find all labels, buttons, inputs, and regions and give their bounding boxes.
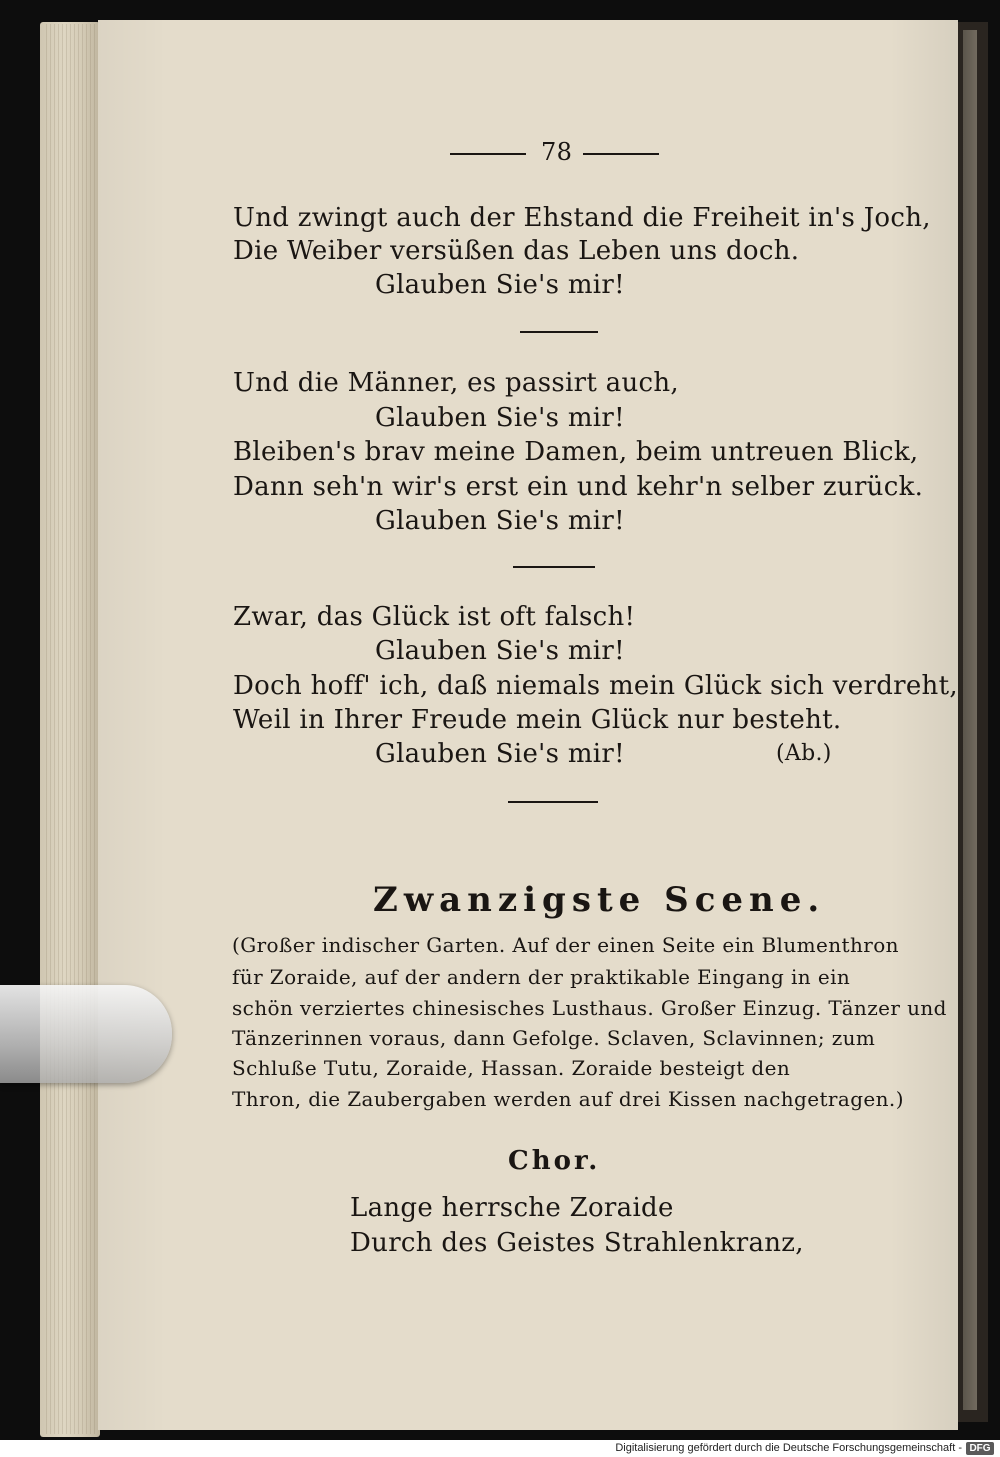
footer-credit: Digitalisierung gefördert durch die Deutsche Forschungsgemeinschaft - <box>615 1442 962 1454</box>
verse-refrain: Glauben Sie's mir! <box>375 403 625 433</box>
verse-line: Doch hoff' ich, daß niemals mein Glück sich verdreht, <box>233 671 958 701</box>
next-page-edge-paper <box>963 30 977 1410</box>
verse-line: Zwar, das Glück ist oft falsch! <box>233 602 636 632</box>
verse-line: Weil in Ihrer Freude mein Glück nur besteht. <box>233 705 842 735</box>
page-edge-lines <box>46 24 96 1434</box>
verse-line: Dann seh'n wir's erst ein und kehr'n selber zurück. <box>233 472 924 502</box>
verse-line: Und die Männer, es passirt auch, <box>233 368 679 398</box>
stage-direction-line: schön verziertes chinesisches Lusthaus. Großer Einzug. Tänzer und <box>232 996 947 1020</box>
dfg-logo: DFG <box>966 1442 994 1455</box>
verse-refrain: Glauben Sie's mir! <box>375 506 625 536</box>
verse-line: Bleiben's brav meine Damen, beim untreuen Blick, <box>233 437 919 467</box>
verse-refrain: Glauben Sie's mir! <box>375 636 625 666</box>
chorus-line: Lange herrsche Zoraide <box>350 1193 674 1223</box>
chorus-label: Chor. <box>508 1146 601 1176</box>
section-divider <box>508 801 598 803</box>
verse-line: Und zwingt auch der Ehstand die Freiheit in's Joch, <box>233 203 931 233</box>
page-tab-marker <box>0 985 172 1083</box>
stage-direction-line: Schluße Tutu, Zoraide, Hassan. Zoraide besteigt den <box>232 1056 791 1080</box>
stage-direction-line: Tänzerinnen voraus, dann Gefolge. Sclaven, Sclavinnen; zum <box>232 1026 876 1050</box>
exit-note: (Ab.) <box>776 741 832 766</box>
page-number-rule-left <box>450 153 526 155</box>
stanza-divider <box>520 331 598 333</box>
stanza-divider <box>513 566 595 568</box>
stage-direction-line: (Großer indischer Garten. Auf der einen Seite ein Blumenthron <box>232 933 899 957</box>
scene-heading: Zwanzigste Scene. <box>373 880 826 920</box>
verse-refrain: Glauben Sie's mir! <box>375 270 625 300</box>
stage-direction-line: für Zoraide, auf der andern der praktikable Eingang in ein <box>232 965 851 989</box>
page-number-rule-right <box>583 153 659 155</box>
chorus-line: Durch des Geistes Strahlenkranz, <box>350 1228 804 1258</box>
verse-refrain: Glauben Sie's mir! <box>375 739 625 769</box>
stage-direction-line: Thron, die Zaubergaben werden auf drei Kissen nachgetragen.) <box>232 1087 904 1111</box>
verse-line: Die Weiber versüßen das Leben uns doch. <box>233 236 800 266</box>
page-number: 78 <box>541 138 573 166</box>
